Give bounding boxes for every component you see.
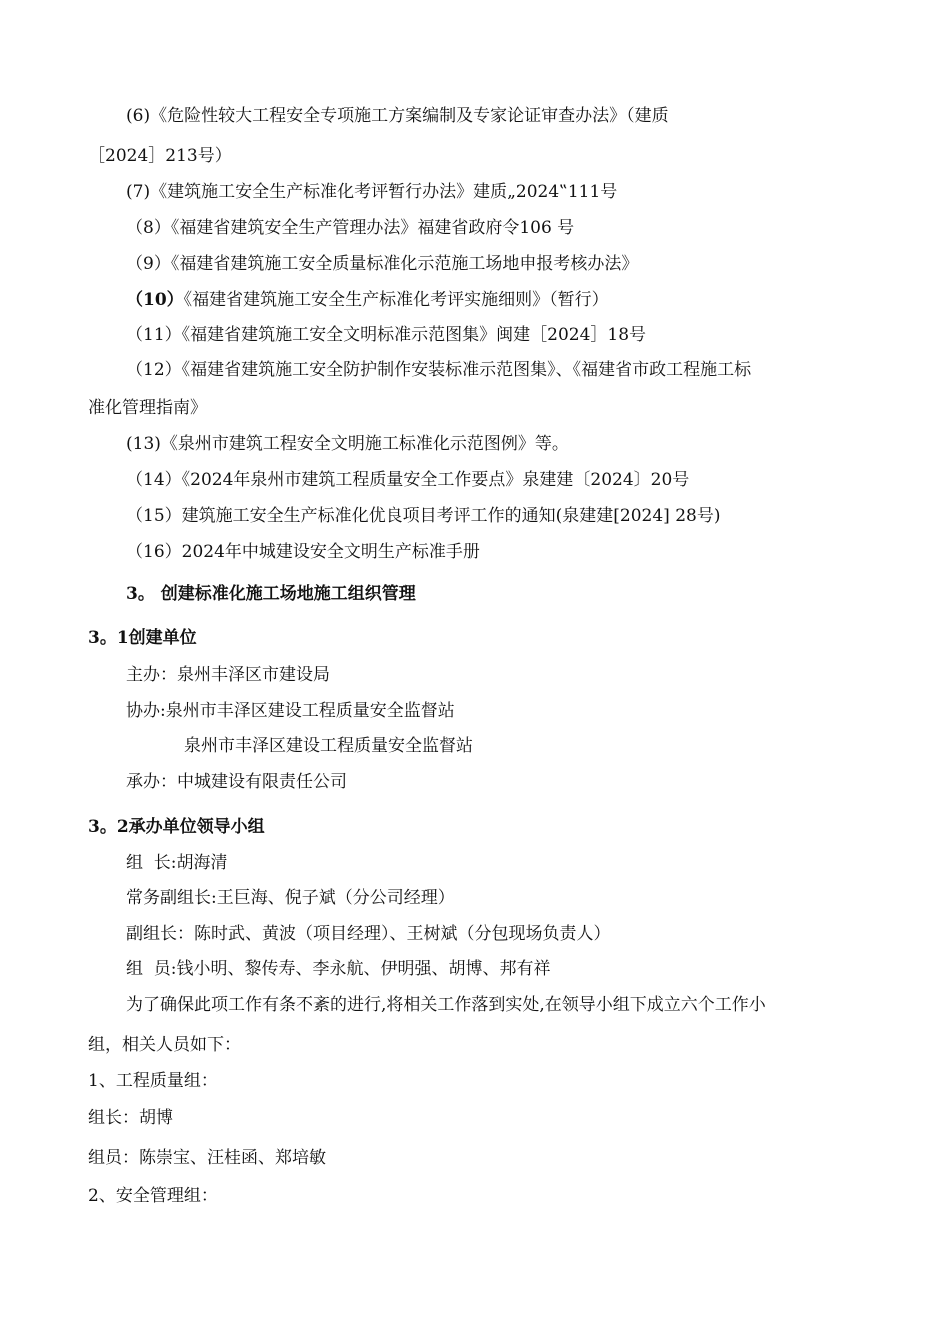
deputy-leader-line: 副组长：陈时武、黄波（项目经理）、王树斌（分包现场负责人）: [126, 924, 611, 944]
ref-item-15: （15）建筑施工安全生产标准化优良项目考评工作的通知(泉建建[2024] 28号): [126, 506, 721, 526]
co-host-line-2: 泉州市丰泽区建设工程质量安全监督站: [184, 736, 473, 756]
ref-item-6-cont: ［2024］213号）: [88, 146, 232, 166]
host-line: 主办：泉州丰泽区市建设局: [126, 665, 330, 685]
ref-item-9: （9）《福建省建筑施工安全质量标准化示范施工场地申报考核办法》: [126, 254, 639, 274]
ref-item-10-text: 《福建省建筑施工安全生产标准化考评实施细则》（暂行）: [183, 290, 609, 310]
ref-item-12-cont: 准化管理指南》: [88, 398, 207, 418]
ref-item-10-number: （10）: [126, 290, 184, 310]
ref-item-6: (6)《危险性较大工程安全专项施工方案编制及专家论证审查办法》（建质: [126, 106, 669, 126]
ref-item-14: （14）《2024年泉州市建筑工程质量安全工作要点》泉建建〔2024〕20号: [126, 470, 690, 490]
group-2-title: 2、安全管理组：: [88, 1186, 218, 1206]
group-1-leader: 组长：胡博: [88, 1108, 173, 1128]
section-3-2-heading: 3。2承办单位领导小组: [88, 817, 265, 837]
intro-paragraph: 为了确保此项工作有条不紊的进行,将相关工作落到实处,在领导小组下成立六个工作小: [126, 995, 766, 1015]
ref-item-7: (7)《建筑施工安全生产标准化考评暂行办法》建质„2024‟111号: [126, 182, 618, 202]
ref-item-11: （11）《福建省建筑施工安全文明标准示范图集》闽建［2024］18号: [126, 325, 647, 345]
members-line: 组 员:钱小明、黎传寿、李永航、伊明强、胡博、邦有祥: [126, 959, 551, 979]
ref-item-16: （16）2024年中城建设安全文明生产标准手册: [126, 542, 480, 562]
leader-line: 组 长:胡海清: [126, 853, 228, 873]
ref-item-8: （8）《福建省建筑安全生产管理办法》福建省政府令106 号: [126, 218, 575, 238]
group-1-members: 组员：陈崇宝、汪桂函、郑培敏: [88, 1148, 326, 1168]
ref-item-12: （12）《福建省建筑施工安全防护制作安装标准示范图集》、《福建省市政工程施工标: [126, 360, 752, 380]
section-3-1-heading: 3。1创建单位: [88, 628, 197, 648]
ref-item-10: [126, 288, 609, 312]
executive-deputy-line: 常务副组长:王巨海、倪子斌（分公司经理）: [126, 888, 455, 908]
ref-item-13: (13)《泉州市建筑工程安全文明施工标准化示范图例》等。: [126, 434, 569, 454]
organizer-line: 承办：中城建设有限责任公司: [126, 772, 347, 792]
group-1-title: 1、工程质量组：: [88, 1071, 218, 1091]
section-3-title: 3。 创建标准化施工场地施工组织管理: [126, 584, 416, 604]
intro-paragraph-cont: 组，相关人员如下：: [88, 1035, 241, 1055]
co-host-line: 协办:泉州市丰泽区建设工程质量安全监督站: [126, 701, 455, 721]
